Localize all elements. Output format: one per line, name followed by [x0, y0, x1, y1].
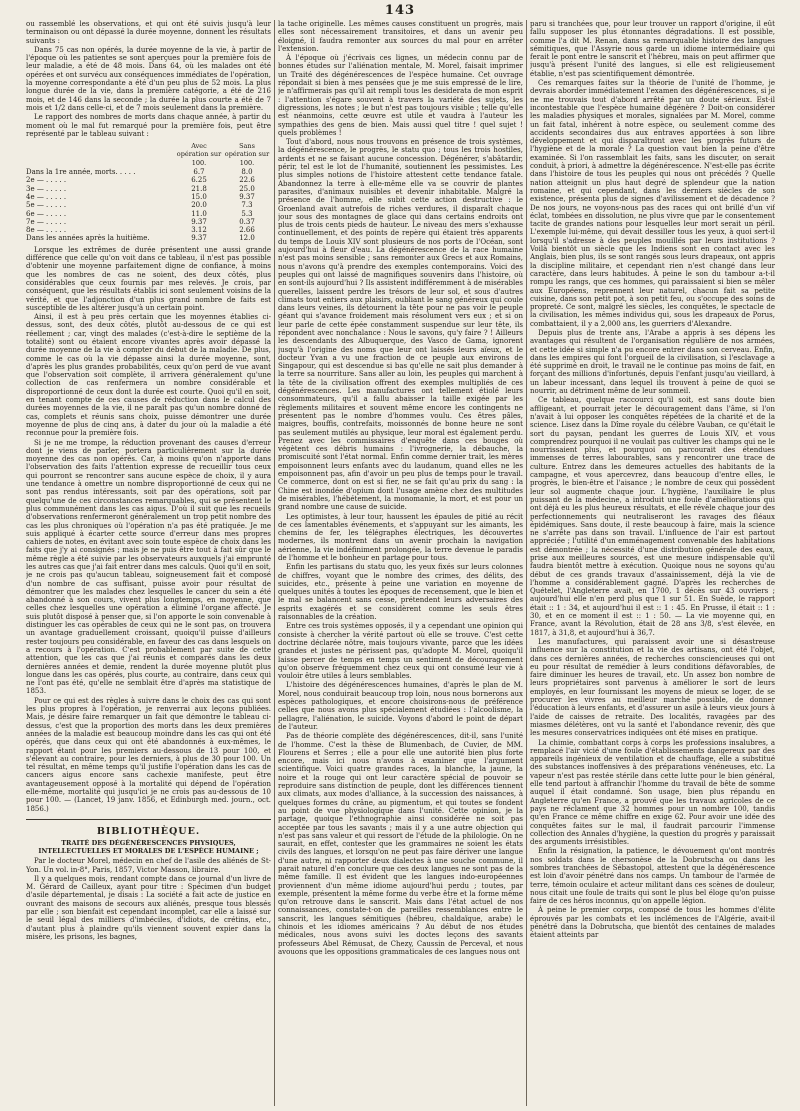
column-middle — [278, 20, 523, 1106]
paragraph: Depuis plus de trente ans, l'Arabe a appris à ses dépens les avantages qui résultent de l'organisation régulière de nos armées, et cette idée si simple n'a pu encore entrer dans son cerveau. Enfin, dans les empires qui font l'orgueil de la civilisation, si l'esclavage a été supprimé en droit, le travail ne le continue pas moins de fait, en forçant des millions d'infortunés, depuis l'enfant jusqu'au vieillard, à un labeur incessant, dans lequel ils trouvent à peine de quoi se nourrir, au détriment même de leur sommeil. — [530, 328, 775, 396]
value-with-operation: 15.0 — [191, 192, 207, 201]
row-label: 6e — . . . . . — [26, 209, 67, 218]
paragraph: Lorsque les extrêmes de durée présentent une aussi grande différence que celle qu'on voit dans ce tableau, il n'est pas possible d'obtenir une moyenne parfaitement digne de confiance, à moins que les nombres de cas ne soient, des deux côtés, plus considérables que ceux fournis par mes relevés. Je crois, par conséquent, que les résultats établis ici sont seulement voisins de la vérité, et que l'adjonction d'un plus grand nombre de faits est susceptible de les altérer jusqu'à un certain point. — [26, 245, 271, 312]
paragraph: Le rapport des nombres de morts dans chaque année, à partir du moment où le mal fut remarqué pour la première fois, peut être représenté par le tableau suivant : — [26, 113, 271, 138]
row-label: Dans la 1re année, morts. . . . . — [26, 168, 136, 177]
table-row — [26, 218, 271, 226]
paragraph: Si je ne me trompe, la réduction provenant des causes d'erreur dont je viens de parler, portera particulièrement sur la durée moyenne des cas non opérés. Car, à moins qu'on n'apporte dans l'observation des faits l'attention expresse de recueillir tous ceux qui pourront se rencontrer sans aucune espèce de choix, il y aura une tendance à omettre un nombre disproportionné de ceux qui ne sont pas rendus intéressants, soit par des opérations, soit par quelqu'une de ces circonstances remarquables, qui se présentent le plus communément dans les cas aigus. D'où il suit que les recueils d'observations renfermeront généralement un trop petit nombre des cas les plus chroniques où l'opération n'a pas été pratiquée. Je me suis appliqué à écarter cette source d'erreur dans mes propres cahiers de notes, en évitant avec soin toute espèce de choix dans les faits que j'y ai consignés ; mais je ne puis être tout à fait sûr que le même règle a été suivie par les observateurs auxquels j'ai emprunté les autres cas que j'ai fait entrer dans mes calculs. Quoi qu'il en soit, je ne crois pas qu'aucun tableau, soigneusement fait et composé d'un nombre de cas suffisant, puisse avoir pour résultat de démontrer que les malades chez lesquelles le cancer du sein a été abandonné à son cours, vivent plus longtemps, en moyenne, que celles chez lesquelles une opération a éliminé l'organe affecté. Je suis plutôt disposé à penser que, si l'on apporte le soin convenable à distinguer les cas opérables de ceux qui ne le sont pas, on trouvera un avantage graduellement croissant, quoiqu'il puisse d'ailleurs rester toujours peu considérable, en faveur des cas dans lesquels on a recours à l'opération. C'est probablement par suite de cette attention, que les cas que j'ai réunis et comparés dans les deux dernières années et demie, rendent la durée moyenne plutôt plus longue dans les cas opérés, plus courte, au contraire, dans ceux qui ne l'ont pas été, qu'elle ne semblait être d'après ma statistique de 1853. — [26, 438, 271, 696]
paragraph: Enfin la résignation, la patience, le dévouement qu'ont montrés nos soldats dans le chersonèse de la Dobrutscha ou dans les sombres tranchées de Sébastopol, attestent que la dégénérescence est loin d'avoir pénétré dans nos camps. Un tambour de l'armée de terre, témoin oculaire et acteur militant dans ces scènes de douleur, nous citait une foule de traits qui sont le plus bel éloge qu'on puisse faire de ces héros inconnus, qu'on appelle légion. — [530, 847, 775, 906]
section-title: BIBLIOTHÈQUE. — [96, 825, 201, 837]
table-header-without-operation: Sans opération sur 100. — [224, 142, 270, 167]
paragraph: la tache originelle. Les mêmes causes constituent un progrès, mais elles sont nécessairement transitoires, et dans un avenir peu éloigné, il faudra remonter aux sources du mal pour en arrêter l'extension. — [278, 20, 523, 53]
table-row — [26, 176, 271, 184]
paragraph: Ce tableau, quelque raccourci qu'il soit, est sans doute bien affligeant, et pourrait jeter le découragement dans l'âme, si l'on n'avait à lui opposer les conquêtes répétées de la charité et de la science. Lisez dans la Dîme royale du célèbre Vauban, ce qu'était le sort du paysan, pendant les guerres de Louis XIV, et vous comprendrez pourquoi il ne voulait pas cultiver les champs qui ne le nourrissaient plus, et pourquoi on parcourait des étendues immenses de terres labourables, sans y rencontrer une trace de culture. Entrez dans les demeures actuelles des habitants de la campagne, et vous apercevrez, dans beaucoup d'entre elles, le progrès, le bien-être et l'aisance ; le nombre de ceux qui possèdent leur sol augmente chaque jour. L'hygiène, l'auxiliaire le plus puissant de la médecine, a introduit une foule d'améliorations qui ont déjà eu les plus heureux résultats, et elle révèle chaque jour des perfectionnements qui neutraliseront les ravages des fléaux épidémiques. Sans doute, il reste beaucoup à faire, mais la science ne s'arrête pas dans son travail. L'influence de l'air est partout appréciée ; l'utilité d'un emménagement convenable des habitations est démontrée ; la nécessité d'une distribution générale des eaux, prise aux meilleures sources, est une mesure indispensable qu'il faudra bientôt mettre à exécution. Quoique nous ne soyons qu'au début de ces grands travaux d'assainissement, déjà la vie de l'homme a considérablement gagné. D'après les recherches de Quételet, l'Angleterre avait, en 1700, 1 décès sur 43 ouvriers ; aujourd'hui elle n'en perd plus que 1 sur 51. En Suède, le rapport était :: 1 : 34, et aujourd'hui il est :: 1 : 45. En Prusse, il était :: 1 : 30, et en ce moment il est :: 1 : 50. — La vie moyenne qui, en France, avant la Révolution, était de 28 ans 3/8, s'est élevée, en 1817, à 31,8, et aujourd'hui à 36,7. — [530, 396, 775, 637]
paragraph: paru si tranchées que, pour leur trouver un rapport d'origine, il eût fallu supposer les plus étonnantes dégradations. Il est possible, comme l'a dit M. Renan, dans sa remarquable histoire des langues sémitiques, que l'Assyrie nous garde un idiome intermédiaire qui ferait le pont entre le sanscrit et l'hébreu, mais on peut affirmer que jusqu'à présent l'unité des langues, si elle est religieusement établie, n'est pas scientifiquement démontrée. — [530, 20, 775, 78]
table-header-with-operation: Avec opération sur 100. — [176, 142, 222, 167]
paragraph: Pas de théorie complète des dégénérescences, dit-il, sans l'unité de l'homme. C'est la thèse de Blumenbach, de Cuvier, de MM. Flourens et Serres ; elle a pour elle une autorité bien plus forte encore, mais ici nous n'avons à examiner que l'argument scientifique. Voici quatre grandes races, la blanche, la jaune, la noire et la rouge qui ont leur caractère spécial de pouvoir se reproduire sans distinction de peuple, dont les différences tiennent aux climats, aux modes d'alliance, à la succession des naissances, à quelques formes du crâne, au pigmentum, et qui toutes se fondent au point de vue physiologique dans l'unité. Cette opinion, je la partage, quoique l'ethnographie ainsi considérée ne soit pas acceptée par tous les savants ; mais il y a une autre objection qui n'est pas sans valeur et qui ressort de l'étude de la philologie. On ne saurait, en effet, contester que les grammaires ne soient les états civils des langues, et lorsqu'on ne peut pas faire dériver une langue d'une autre, ni rapporter deux dialectes à une souche commune, il parait naturel d'en conclure que ces deux langues ne sont pas de la même famille. Il est évident que les langues indo-européennes proviennent d'un même idiome aujourd'hui perdu ; toutes, par exemple, présentent la même forme du verbe être et la forme même qu'on retrouve dans le sanscrit. Mais dans l'état actuel de nos connaissances, constate-t-on de pareilles ressemblances entre le sanscrit, les langues sémitiques (hébreu, chaldaïque, arabe) le chinois et les idiomes américains ? Au début de nos études médicales, nous avons suivi les doctes leçons des savants professeurs Abel Rémusat, de Chezy, Caussin de Perceval, et nous avouons que les oppositions grammaticales de ces langues nous ont — [278, 732, 523, 956]
value-with-operation: 9.37 — [191, 234, 207, 243]
page-number: 143 — [384, 3, 416, 18]
paragraph: Les optimistes, à leur tour, haussent les épaules de pitié au récit de ces lamentables événements, et s'appuyant sur les aimants, les chemins de fer, les télégraphes électriques, les découvertes modernes, ils montrent dans un avenir prochain la navigation aérienne, la vie indéfiniment prolongée, la terre devenue le paradis de l'homme et le bonheur en partage pour tous. — [278, 512, 523, 562]
value-without-operation: 22.6 — [239, 176, 255, 185]
table-row — [26, 201, 271, 209]
row-label: Dans les années après la huitième. — [26, 234, 150, 243]
paragraph: Ainsi, il est à peu près certain que les moyennes établies ci-dessus, sont, des deux côtés, plutôt au-dessous de ce qui est réellement ; car, vingt des malades (c'est-à-dire le septième de la totalité) sont ou étaient encore vivantes après avoir dépassé la durée moyenne de la vie à compter du début de la maladie. De plus, comme le cas où la vie dépasse ainsi la durée moyenne, sont, d'après les plus grandes probabilités, ceux qu'on perd de vue avant que l'observation soit complète, il arrivera généralement qu'une collection de cas renfermera un nombre considérable et disproportionné de ceux dont la durée est courte. Quoi qu'il en soit, en tenant compte de ces causes de réduction dans le calcul des durées moyennes de la vie, il ne paraît pas qu'un nombre donné de cas, complets et réunis sans choix, puisse démontrer une durée moyenne de plus de cinq ans, à dater du jour où la maladie a été reconnue pour la première fois. — [26, 313, 271, 438]
value-with-operation: 20.0 — [191, 201, 207, 210]
section-divider — [26, 819, 271, 820]
paragraph: L'histoire des dégénérescences humaines, d'après le plan de M. Morel, nous conduirait beaucoup trop loin, nous nous bornerons aux espèces pathologiques, et encore choisirons-nous de préférence celles que nous avons plus spécialement étudiées : l'alcoolisme, la pellagre, l'aliénation, le suicide. Voyons d'abord le point de départ de l'auteur. — [278, 681, 523, 731]
paragraph: Tout d'abord, nous nous trouvons en présence de trois systèmes, la dégénérescence, le progrès, le statu quo ; tous les trois hostiles, ardents et ne se faisant aucune concession. Dégénérer, s'abâtardir, périr, tel est le lot de l'humanité, soutiennent les pessimistes. Les plus simples notions de l'histoire attestent cette tendance fatale. Abandonnez la terre à elle-même elle va se couvrir de plantes parasites, d'animaux nuisibles et devenir inhabitable. Malgré la présence de l'homme, elle subit cette action destructive : le Groenland avait autrefois de riches verdures, il disparaît chaque jour sous des montagnes de glace qui dans certains endroits ont plus de trois cents pieds de hauteur. Le niveau des mers s'exhausse continuellement, et des points de repère qui étaient très apparents du temps de Louis XIV sont plusieurs de nos ports de l'Océan, sont aujourd'hui à fleur d'eau. La dégénérescence de la race humaine n'est pas moins sensible ; sans remonter aux Grecs et aux Romains, nous n'avons qu'à prendre des exemples contemporains. Voici des peuples qui ont laissé de magnifiques souvenirs dans l'histoire, où en sont-ils aujourd'hui ? Ils assistent indifféremment à de misérables querelles, laissent perdre les trésors de leur sol, et sous d'autres climats tout entiers aux plaisirs, oubliant le sang généreux qui coule dans leurs veines, ils détournent la tête pour ne pas voir le peuple géant qui s'avance froidement mais résolument vers eux ; et si on leur parle de cette épée constamment suspendue sur leur tête, ils répondent avec nonchalance : Nous le savons, qu'y faire ? ! Ailleurs les descendants des Albuquerque, des Vasco de Gama, ignorent jusqu'à l'origine des noms que leur ont laissés leurs aïeux, et le docteur Yvan a vu une fraction de ce peuple aux environs de Singapour, qui est descendue si bas qu'elle ne sait plus demander à la terre sa nourriture. Sans aller au loin, les peuples qui marchent à la tête de la civilisation offrent des exemples multipliés de ces dégénérescences. Les manufactures ont tellement étiolé leurs consommateurs, qu'il a fallu abaisser la taille exigée par les règlements militaires et souvent même encore les contingents ne présentent pas le nombre d'hommes voulu. Ces êtres pâles, maigres, bouffis, contrefaits, moissonnés de bonne heure ne sont pas seulement mutilés au physique, leur moral est également perdu. Prenez avec les commissaires d'enquête dans ces bouges où végètent ces débris humains : l'ivrognerie, la débauche, la promiscuité sont l'état normal. Enfin comme dernier trait, les mères empoisonnent leurs enfants avec du laudanum, quand elles ne les empoisonnent pas, afin d'avoir un peu plus de temps pour le travail. Ce commerce, dont on est si fier, ne se fait qu'au prix du sang : la Chine est inondée d'opium dont l'usage amène chez des multitudes de misérables, l'hébétement, la monomanie, la mort, et est pour un grand nombre une cause de suicide. — [278, 138, 523, 512]
paragraph: Entre ces trois systèmes opposés, il y a cependant une opinion qui consiste à chercher la vérité partout où elle se trouve. C'est cette doctrine déclarée nôtre, mais toujours vivante, parce que les idées grandes et justes ne périssent pas, qu'adopte M. Morel, quoiqu'il laisse percer de temps en temps un sentiment de découragement qu'on observe fréquemment chez ceux qui ont consumé leur vie à vouloir être utiles à leurs semblables. — [278, 622, 523, 681]
row-label: 8e — . . . . . — [26, 226, 67, 235]
paragraph: Pour ce qui est des règles à suivre dans le choix des cas qui sont les plus propres à l'opération, je renverrai aux leçons publiées. Mais, je désire faire remarquer un fait que démontre le tableau ci-dessus, c'est que la proportion des morts dans les deux premières années de la maladie est beaucoup moindre dans les cas qui ont été opérés, que dans ceux qui ont été abandonnés à eux-mêmes, le rapport étant pour les premiers au-dessous de 13 pour 100, et s'élevant au contraire, pour les derniers, à plus de 30 pour 100. Un tel résultat, en même temps qu'il justifie l'opération dans les cas de cancers aigus encore sans cachexie manifeste, peut être avantageusement opposé à la mortalité qui dépend de l'opération elle-même, mortalité qui jusqu'ici je ne crois pas au-dessous de 10 pour 100. — (Lancet, 19 janv. 1856, et Edinburgh med. journ., oct. 1856.) — [26, 696, 271, 813]
paragraph: Les manufactures, qui paraissent avoir une si désastreuse influence sur la constitution et la vie des artisans, ont été l'objet, dans ces dernières années, de recherches consciencieuses qui ont eu pour résultat de remédier à leurs conditions défavorables, de faire diminuer les heures de travail, etc. Un assez bon nombre de leurs propriétaires sont parvenus à améliorer le sort de leurs employés, en leur fournissant les moyens de mieux se loger, de se procurer les vivres au meilleur marché possible, de donner l'éducation à leurs enfants, et d'assurer un asile à leurs vieux jours à l'aide de caisses de retraite. Des localités, ravagées par des miasmes délétères, ont vu la santé et l'abondance revenir, dès que les mesures conservatrices indiquées ont été mises en pratique. — [530, 637, 775, 738]
paragraph: À peine le premier corps, composé de tous les hommes d'élite éprouvés par les combats et les inclémences de l'Algérie, avait-il pénétré dans la Dobrutscha, que bientôt des centaines de malades étaient atteints par — [530, 906, 775, 940]
column-divider — [274, 20, 275, 1106]
row-label: 7e — . . . . . — [26, 217, 67, 226]
table-row — [26, 168, 271, 176]
row-label: 2e — . . . . . — [26, 176, 67, 185]
value-with-operation: 11.0 — [191, 209, 207, 218]
paragraph: La chimie, combattant corps à corps les professions insalubres, a remplacé l'air vicié d'une foule d'établissements dangereux par des appareils ingénieux de ventilation et de chauffage, elle a substitué des substances inoffensives à des préparations vénéneuses, etc. La vapeur n'est pas restée stérile dans cette lutte pour le bien général, elle tend partout à affranchir l'homme du travail de bête de somme auquel il était condamné. Son usage, bien plus répandu en Angleterre qu'en France, a prouvé que les travaux agricoles de ce pays ne réclament que 32 hommes pour un nombre 100, tandis qu'en France ce même chiffre en exige 62. Pour avoir une idée des conquêtes faites sur le mal, il faudrait parcourir l'immense collection des Annales d'hygiène, la question du progrès y paraissait des arguments irrésistibles. — [530, 738, 775, 847]
paragraph: À l'époque où j'écrivais ces lignes, un médecin connu par de bonnes études sur l'aliénation mentale, M. Morel, faisait imprimer un Traité des dégénérescences de l'espèce humaine. Cet ouvrage répondait si bien à mes pensées que je me suis empressé de le lire, je n'affirmerais pas qu'il ait rempli tous les desiderata de mon esprit : l'attention s'égare souvent à travers la variété des sujets, les digressions, les notes ; le but n'est pas toujours visible ; telle qu'elle est néanmoins, cette œuvre est utile et vaudra à l'auteur les sympathies des gens de bien. Mais aussi quel titre ! quel sujet ! quels problèmes ! — [278, 54, 523, 137]
value-without-operation: 8.0 — [241, 168, 253, 177]
paragraph: Il y a quelques mois, rendant compte dans ce journal d'un livre de M. Gérard de Cailleux, ayant pour titre : Spécimen d'un budget d'asile départemental, je disais : La société a fait acte de justice en ouvrant des maisons de secours aux aliénés, presque tous blessés par elle ; son bienfait est cependant incomplet, car elle a laissé sur le seuil légal des milliers d'imbéciles, d'idiots, de crétins, etc., d'autant plus à plaindre qu'ils viennent souvent expier dans la misère, les prisons, les bagnes, — [26, 874, 271, 941]
table-row — [26, 210, 271, 218]
paragraph: Ces remarques faites sur la théorie de l'unité de l'homme, je devrais aborder immédiatement l'examen des dégénérescences, si je ne me trouvais tout d'abord arrêté par un doute sérieux. Est-il incontestable que l'espèce humaine dégénère ? Doit-on considérer les maladies physiques et morales, signalées par M. Morel, comme un fait fatal, inhérent à notre espèce, ou seulement comme des accidents secondaires dus aux entraves apportées à son libre développement et qui disparaîtront avec les progrès futurs de l'hygiène et de la morale ? La question vaut bien la peine d'être examinée. Si l'on rassemblait les faits, sans les discuter, on serait conduit, à priori, à admettre la dégénérescence. N'est-elle pas écrite dans l'histoire de tous les peuples qui nous ont précédés ? Quelle nation atteignit un plus haut degré de splendeur que la nation romaine, et qui cependant, dans les derniers siècles de son existence, présenta plus de signes d'avilissement et de décadence ? De nos jours, ne voyons-nous pas des races qui ont brillé d'un vif éclat, tombées en dissolution, ne plus vivre que par le consentement tacite de grandes nations pour lesquelles leur mort serait un péril. L'exemple lui-même, qui devait dessiller tous les yeux, à quoi sert-il lorsqu'il s'adresse à des peuples mouillés par leurs institutions ? Voilà bientôt un siècle que les Indiens sont en contact avec les Anglais, bien plus, ils se sont rangés sous leurs drapeaux, ont appris la discipline militaire, et cependant rien n'est changé dans leur caractère, dans leurs habitudes. À peine le son du tambour a-t-il rompu les rangs, que ces hommes, qui paraissaient si bien se mêler aux Européens, reprennent leur naturel, chacun fait sa petite cuisine, dans son petit pot, à son petit feu, ou s'occupe des soins de propreté. Ce sont, malgré les siècles, les conquêtes, le spectacle de la civilisation, les mêmes individus qui, sous les drapeaux de Porus, combattaient, il y a 2,000 ans, les guerriers d'Alexandre. — [530, 79, 775, 328]
paragraph: ou rassemblé les observations, et qui ont été suivis jusqu'à leur terminaison ou ont dépassé la durée moyenne, donnent les résultats suivants : — [26, 20, 271, 45]
mortality-table — [26, 141, 271, 243]
column-left — [26, 20, 271, 1106]
paragraph: Enfin les partisans du statu quo, les yeux fixés sur leurs colonnes de chiffres, voyant que le nombre des crimes, des délits, des suicides, etc., présente à peine une variation en moyenne de quelques unités à toutes les époques de recensement, que le bien et le mal se balancent sans cesse, prétendent leurs adversaires des esprits exagérés et se considèrent comme les seuls êtres raisonnables de la création. — [278, 563, 523, 622]
row-label: 3e — . . . . . — [26, 184, 67, 193]
value-without-operation: 2.66 — [239, 226, 255, 235]
table-row — [26, 234, 271, 242]
value-without-operation: 7.3 — [241, 201, 253, 210]
row-label: 5e — . . . . . — [26, 201, 67, 210]
paragraph: Dans 75 cas non opérés, la durée moyenne de la vie, à partir de l'époque où les patientes se sont aperçues pour la première fois de leur maladie, a été de 48 mois. Dans 64, où les malades ont été opérées et ont survécu aux conséquences immédiates de l'opération, la moyenne correspondante a été d'un peu plus de 52 mois. La plus longue durée de la vie, dans la première catégorie, a été de 216 mois, et de 146 dans la seconde ; la durée la plus courte a été de 7 mois et 1/2 dans celle-ci, et de 7 mois seulement dans la première. — [26, 45, 271, 112]
value-without-operation: 5.3 — [241, 209, 253, 218]
book-title: TRAITÉ DES DÉGÉNÉRESCENCES PHYSIQUES, INTELLECTUELLES ET MORALES DE L'ESPÈCE HUMAINE ; — [38, 839, 259, 856]
value-without-operation: 0.37 — [239, 217, 255, 226]
table-row — [26, 193, 271, 201]
column-divider — [526, 20, 527, 1106]
table-row — [26, 226, 271, 234]
row-label: 4e — . . . . . — [26, 192, 67, 201]
book-author: Par le docteur Morel, médecin en chef de l'asile des aliénés de St-Yon. Un vol. in-8°, Paris, 1857, Victor Masson, libraire. — [26, 857, 271, 874]
value-with-operation: 3.12 — [191, 226, 207, 235]
value-with-operation: 21.8 — [191, 184, 207, 193]
value-without-operation: 25.0 — [239, 184, 255, 193]
table-row — [26, 185, 271, 193]
column-right — [530, 20, 775, 1106]
value-without-operation: 9.37 — [239, 192, 255, 201]
table-header-row — [26, 141, 271, 168]
value-with-operation: 6.7 — [193, 168, 205, 177]
value-with-operation: 9.37 — [191, 217, 207, 226]
value-with-operation: 6.25 — [191, 176, 207, 185]
value-without-operation: 12.0 — [239, 234, 255, 243]
